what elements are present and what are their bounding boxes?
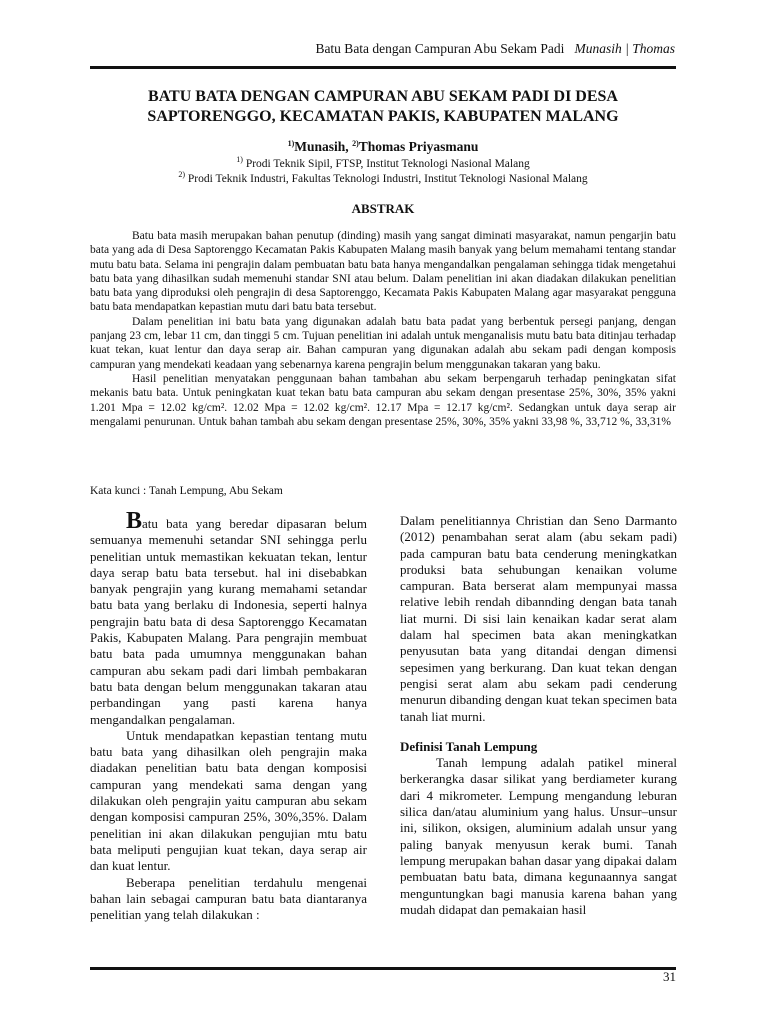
affiliation-1-mark: 1)	[236, 155, 243, 164]
body-paragraph-3: Beberapa penelitian terdahulu mengenai bahan lain sebagai campuran batu bata diantaranya penelitian yang telah dilakukan :	[90, 874, 367, 923]
section-paragraph: Tanah lempung adalah patikel mineral berkerangka dasar silikat yang berdiameter kurang dari 4 mikrometer. Lempung mengandung leburan silica dan/atau aluminium yang halus. Unsur–unsur ini, silikon, oksigen, aluminium adalah unsur yang paling banyak menyusun kerak bumi. Tanah lempung merupakan bahan dasar yang dipakai dalam pembuatan batu bata, dimana kegunaannya sangat menguntungkan bagi manusia karena bahan yang mudah didapat dan pemakaian hasil	[400, 755, 677, 917]
running-head	[90, 40, 675, 58]
abstract-paragraph-1: Batu bata masih merupakan bahan penutup (dinding) masih yang sangat diminati masyarakat, namun pengarjin batu bata yang ada di Desa Saptorenggo Kecamatan Pakis Kabupaten Malang masih banyak yang belum memahami tentang standar mutu batu bata. Selama ini pengrajin dalam pembuatan batu bata hanya mengandalkan pengalaman sehingga tidak mengetahui batu bata yang dihasilkan sudah memenuhi standar SNI atau belum. Dalam penelitian ini akan diadakan dilakukan penelitian batu bata yang diproduksi oleh pengrajin di desa Saptorenggo, Kecamata Pakis Kabupaten Malang agar masyarakat pengguna batu bata mendapatkan kepastian mutu dari batu bata tersebut.	[90, 230, 676, 314]
title-line-2: SAPTORENGGO, KECAMATAN PAKIS, KABUPATEN MALANG	[147, 108, 619, 125]
affiliation-1	[90, 157, 676, 171]
author-1-mark: 1)	[287, 139, 295, 148]
page-number: 31	[663, 969, 676, 984]
right-column	[400, 513, 677, 918]
abstract-heading: ABSTRAK	[351, 201, 415, 216]
author-2-mark: 2)	[352, 139, 359, 148]
paper-title	[90, 87, 676, 127]
affiliation-1-text: Prodi Teknik Sipil, FTSP, Institut Teknologi Nasional Malang	[245, 158, 530, 170]
footer-rule	[90, 967, 676, 970]
section-heading: Definisi Tanah Lempung	[400, 738, 538, 754]
header-rule	[90, 66, 676, 69]
affiliation-2-text: Prodi Teknik Industri, Fakultas Teknologi Industri, Institut Teknologi Nasional Malang	[187, 173, 588, 185]
author-1-name: Munasih,	[294, 139, 349, 154]
abstract-paragraph-2: Dalam penelitian ini batu bata yang digunakan adalah batu bata padat yang berbentuk persegi panjang, dengan panjang 23 cm, lebar 11 cm, dan tinggi 5 cm. Tujuan penelitian ini adalah untuk menganalisis mutu batu bata ditinjau terhadap kuat tekan, kuat lentur dan daya serap air. Bahan campuran yang digunakan adalah abu sekam padi dengan komposis campuran yang mendekati keadaan yang sebenarnya karena pengrajin belum menggunakan takaran yang baku.	[90, 315, 676, 371]
affiliation-2-mark: 2)	[178, 170, 186, 179]
body-paragraph-2: Untuk mendapatkan kepastian tentang mutu batu bata yang dihasilkan oleh pengrajin maka diadakan penelitian batu bata dengan komposisi campuran yang mendekati sama dengan yang dilakukan oleh pengrajin yaitu campuran abu sekam dengan komposisi campuran 25%, 30%,35%. Dalam penelitian ini akan dilakukan pengujian mtu batu bata meliputi pengujian kuat tekan, daya serap air dan kuat lentur.	[90, 727, 367, 874]
body-paragraph-continuation: Dalam penelitiannya Christian dan Seno Darmanto (2012) penambahan serat alam (abu sekam padi) pada campuran batu bata cenderung meningkatkan produksi bata sehubungan kenaikan volume campuran. Bata berserat alam mempunyai massa relative lebih rendah dibannding dengan bata tanah liat murni. Di sisi lain kenaikan kadar serat alam dalam hal specimen bata akan meningkatkan penyusutan bata yang ditandai dengan dimensi sepesimen yang berkurang. Dan kuat tekan dengan pengisi serat alam abu sekam padi cenderung menurun dibanding dengan kuat tekan specimen bata tanah liat murni.	[400, 513, 677, 724]
body-paragraph-1: Batu bata yang beredar dipasaran belum semuanya memenuhi setandar SNI sehingga perlu penelitian untuk memastikan kekuatan tekan, lentur daya serap batu bata tersebut. hal ini disebabkan banyak pengrajin yang kurang memahami setandar batu bata yang berlaku di Indonesia, seperti halnya pengrajin batu bata di desa Saptorenggo Kecamatan Pakis, Kabupaten Malang. Para pengrajin membuat batu bata pada umumnya menggunakan bahan campuran abu sekam padi dari limbah pembakaran batu bata dengan belum menggunakan takaran atau perbandingan yang pasti karena hanya mengandalkan pengalaman.	[90, 508, 367, 727]
author-list	[90, 138, 676, 155]
abstract-paragraph-3: Hasil penelitian menyatakan penggunaan bahan tambahan abu sekam berpengaruh terhadap peningkatan sifat mekanis batu bata. Untuk peningkatan kuat tekan batu bata campuran abu sekam dengan presentase 25%, 30%, 35% yakni 1.201 Mpa = 12.02 kg/cm². 12.02 Mpa = 12.02 kg/cm². 12.17 Mpa = 12.17 kg/cm². Sedangkan untuk daya serap air mengalami penurunan. Untuk bahan tambah abu sekam dengan presentase 25%, 30%, 35% yakni 33,98 %, 33,712 %, 33,31%	[90, 372, 676, 428]
running-authors: Munasih | Thomas	[574, 41, 675, 56]
abstract-body	[90, 229, 676, 429]
left-column	[90, 508, 367, 923]
title-line-1: BATU BATA DENGAN CAMPURAN ABU SEKAM PADI DI DESA	[148, 88, 618, 105]
author-2-name: Thomas Priyasmanu	[358, 139, 479, 154]
keywords: Kata kunci : Tanah Lempung, Abu Sekam	[90, 485, 283, 497]
running-title: Batu Bata dengan Campuran Abu Sekam Padi	[315, 41, 565, 56]
affiliation-2	[90, 172, 676, 186]
